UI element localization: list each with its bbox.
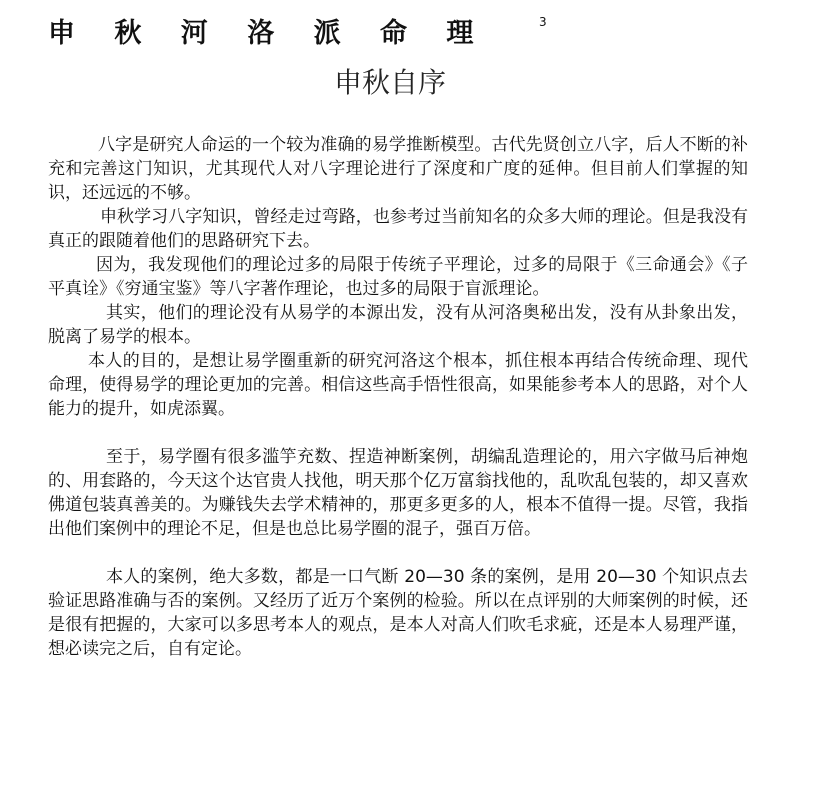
- paragraph: 本人的目的，是想让易学圈重新的研究河洛这个根本，抓住根本再结合传统命理、现代命理，使得易学的理论更加的完善。相信这些高手悟性很高，如果能参考本人的思路，对个人能力的提升，如虎添翼。: [48, 351, 748, 419]
- page-number: 3: [539, 15, 547, 29]
- paragraph: 至于，易学圈有很多滥竽充数、捏造神断案例，胡编乱造理论的，用六字做马后神炮的、用套路的，今天这个达官贵人找他，明天那个亿万富翁找他的，乱吹乱包装的，却又喜欢佛道包装真善美的。为赚钱失去学术精神的，那更多更多的人，根本不值得一提。尽管，我指出他们案例中的理论不足，但是也总比易学圈的混子，强百万倍。: [48, 447, 748, 539]
- paragraph: 本人的案例，绝大多数，都是一口气断 20—30 条的案例，是用 20—30 个知识点去验证思路准确与否的案例。又经历了近万个案例的检验。所以在点评别的大师案例的时候，还是很有把握的，大家可以多思考本人的观点，是本人对高人们吹毛求疵，还是本人易理严谨，想必读完之后，自有定论。: [48, 567, 748, 659]
- paragraph: 申秋学习八字知识，曾经走过弯路，也参考过当前知名的众多大师的理论。但是我没有真正的跟随着他们的思路研究下去。: [48, 207, 748, 251]
- paragraph: 其实，他们的理论没有从易学的本源出发，没有从河洛奥秘出发，没有从卦象出发，脱离了易学的根本。: [48, 303, 748, 347]
- document-body: [48, 133, 748, 661]
- paragraph: 因为，我发现他们的理论过多的局限于传统子平理论，过多的局限于《三命通会》《子平真诠》《穷通宝鉴》等八字著作理论，也过多的局限于盲派理论。: [48, 255, 748, 299]
- section-title: 申秋自序: [333, 66, 446, 99]
- header-title: 申 秋 河 洛 派 命 理: [48, 18, 489, 49]
- paragraph: 八字是研究人命运的一个较为准确的易学推断模型。古代先贤创立八字，后人不断的补充和完善这门知识，尤其现代人对八字理论进行了深度和广度的延伸。但目前人们掌握的知识，还远远的不够。: [48, 135, 748, 203]
